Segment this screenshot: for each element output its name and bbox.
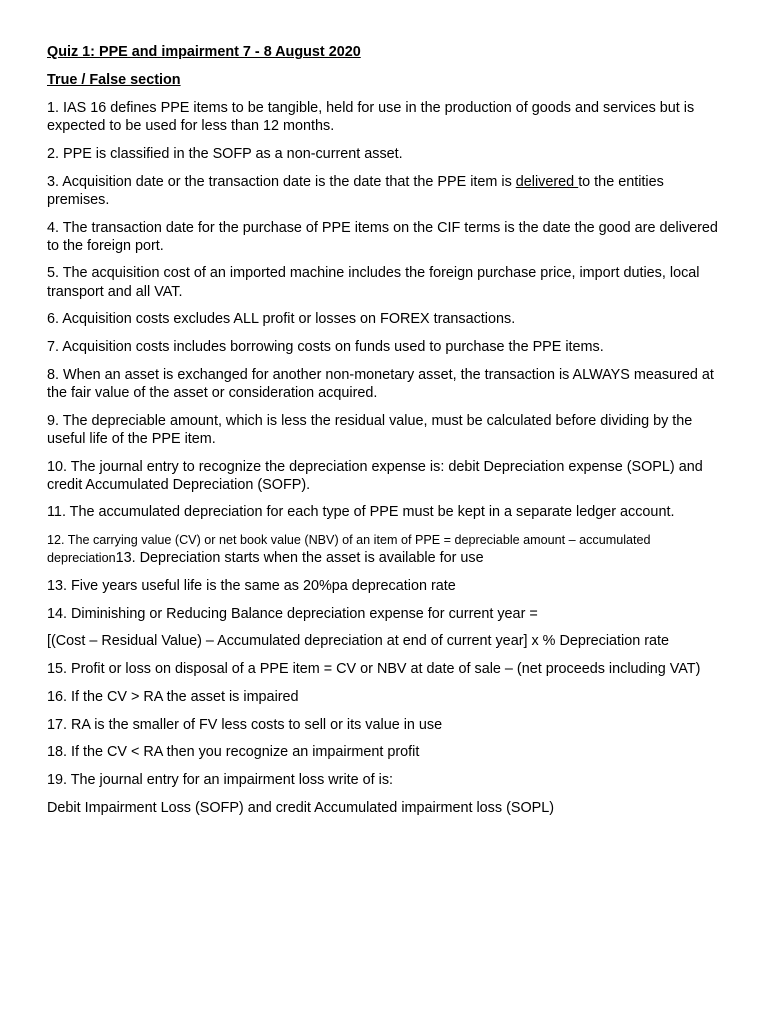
quiz-title: Quiz 1: PPE and impairment 7 - 8 August 2020: [47, 44, 361, 60]
question-3: [47, 173, 728, 209]
question-2: 2. PPE is classified in the SOFP as a non-current asset.: [47, 145, 403, 162]
question-13: 13. Five years useful life is the same as 20%pa deprecation rate: [47, 578, 456, 595]
question-19-entry: Debit Impairment Loss (SOFP) and credit Accumulated impairment loss (SOPL): [47, 799, 555, 816]
question-5: 5. The acquisition cost of an imported machine includes the foreign purchase price, import duties, local transport and all VAT.: [47, 265, 700, 300]
question-15: 15. Profit or loss on disposal of a PPE item = CV or NBV at date of sale – (net proceeds including VAT): [47, 661, 701, 678]
question-8: 8. When an asset is exchanged for another non-monetary asset, the transaction is ALWAYS measured at the fair value of the asset or consideration acquired.: [47, 366, 714, 401]
question-12-continuation: 13. Depreciation starts when the asset is available for use: [115, 550, 484, 567]
question-14: 14. Diminishing or Reducing Balance depreciation expense for current year =: [47, 605, 538, 622]
question-19: 19. The journal entry for an impairment loss write of is:: [47, 771, 394, 788]
question-6: 6. Acquisition costs excludes ALL profit or losses on FOREX transactions.: [47, 311, 516, 328]
question-12: [47, 531, 728, 567]
question-9: 9. The depreciable amount, which is less the residual value, must be calculated before dividing by the useful life of the PPE item.: [47, 412, 693, 447]
question-12-small-text: 12. The carrying value (CV) or net book value (NBV) of an item of PPE = depreciable amount – accumulated depreciation: [47, 533, 651, 566]
section-heading: True / False section: [47, 72, 181, 88]
question-14-formula: [(Cost – Residual Value) – Accumulated depreciation at end of current year] x % Depreciation rate: [47, 633, 670, 650]
question-3-part-b: to the entities premises.: [47, 173, 664, 208]
question-3-part-a: 3. Acquisition date or the transaction date is the date that the PPE item is: [47, 173, 516, 190]
question-3-underlined-word: delivered: [515, 173, 579, 190]
question-17: 17. RA is the smaller of FV less costs to sell or its value in use: [47, 716, 443, 733]
question-7: 7. Acquisition costs includes borrowing costs on funds used to purchase the PPE items.: [47, 339, 604, 356]
question-18: 18. If the CV < RA then you recognize an impairment profit: [47, 744, 420, 761]
question-4: 4. The transaction date for the purchase of PPE items on the CIF terms is the date the good are delivered to the foreign port.: [47, 219, 718, 254]
question-11: 11. The accumulated depreciation for each type of PPE must be kept in a separate ledger account.: [47, 504, 675, 521]
question-1: 1. IAS 16 defines PPE items to be tangible, held for use in the production of goods and services but is expected to be used for less than 12 months.: [47, 100, 695, 135]
question-10: 10. The journal entry to recognize the depreciation expense is: debit Depreciation expense (SOPL) and credit Accumulated Depreciation (SOFP).: [47, 458, 703, 493]
question-16: 16. If the CV > RA the asset is impaired: [47, 688, 299, 705]
